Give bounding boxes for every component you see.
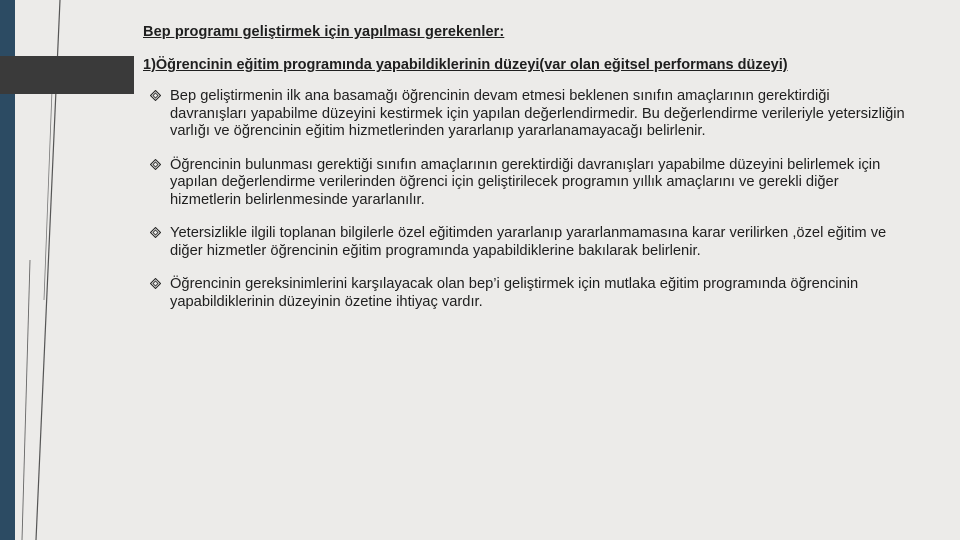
bullet-item [143,225,905,260]
bullet-list [143,88,903,311]
diamond-outline-icon [150,159,161,170]
bullet-text: Öğrencinin bulunması gerektiği sınıfın amaçlarının gerektirdiği davranışları yapabilme düzeyini belirlemek için yapılan değerlendirme verilerinden öğrenci için geliştirilecek programın yıllık amaçlarını ve gerekli diğer hizmetlerin belirlenmesinde yararlanılır. [170,156,881,208]
diamond-outline-icon [150,90,161,101]
bullet-text: Bep geliştirmenin ilk ana basamağı öğrencinin devam etmesi beklenen sınıfın amaçlarının gerektirdiği davranışları yapabilme düzeyini kestirmek için yapılan değerlendirmedir. Bu değerlendirme verileriyle yetersizliğin varlığı ve öğrencinin eğitim hizmetlerinden yararlanıp yararlanamayacağı belirlenir. [170,88,905,139]
slide-subtitle: 1)Öğrencinin eğitim programında yapabildiklerinin düzeyi(var olan eğitsel performans düzeyi) [143,57,788,73]
bullet-item [143,157,905,210]
bullet-text: Yetersizlikle ilgili toplanan bilgilerle özel eğitimden yararlanıp yararlanmamasına karar verilirken ,özel eğitim ve diğer hizmetler öğrencinin eğitim programında yapabildiklerine bakılarak belirlenir. [170,225,887,259]
bullet-item [143,276,905,311]
bullet-item [143,88,905,141]
slide-title: Bep programı geliştirmek için yapılması gerekenler: [143,24,505,40]
section-arrow-tab [0,56,134,94]
diamond-outline-icon [150,278,161,289]
deco-line-2 [22,260,30,540]
bullet-text: Öğrencinin gereksinimlerini karşılayacak olan bep’i geliştirmek için mutlaka eğitim programında öğrencinin yapabildiklerinin düzeyinin özetine ihtiyaç vardır. [170,276,859,310]
diamond-outline-icon [150,227,161,238]
slide-content [143,24,903,327]
